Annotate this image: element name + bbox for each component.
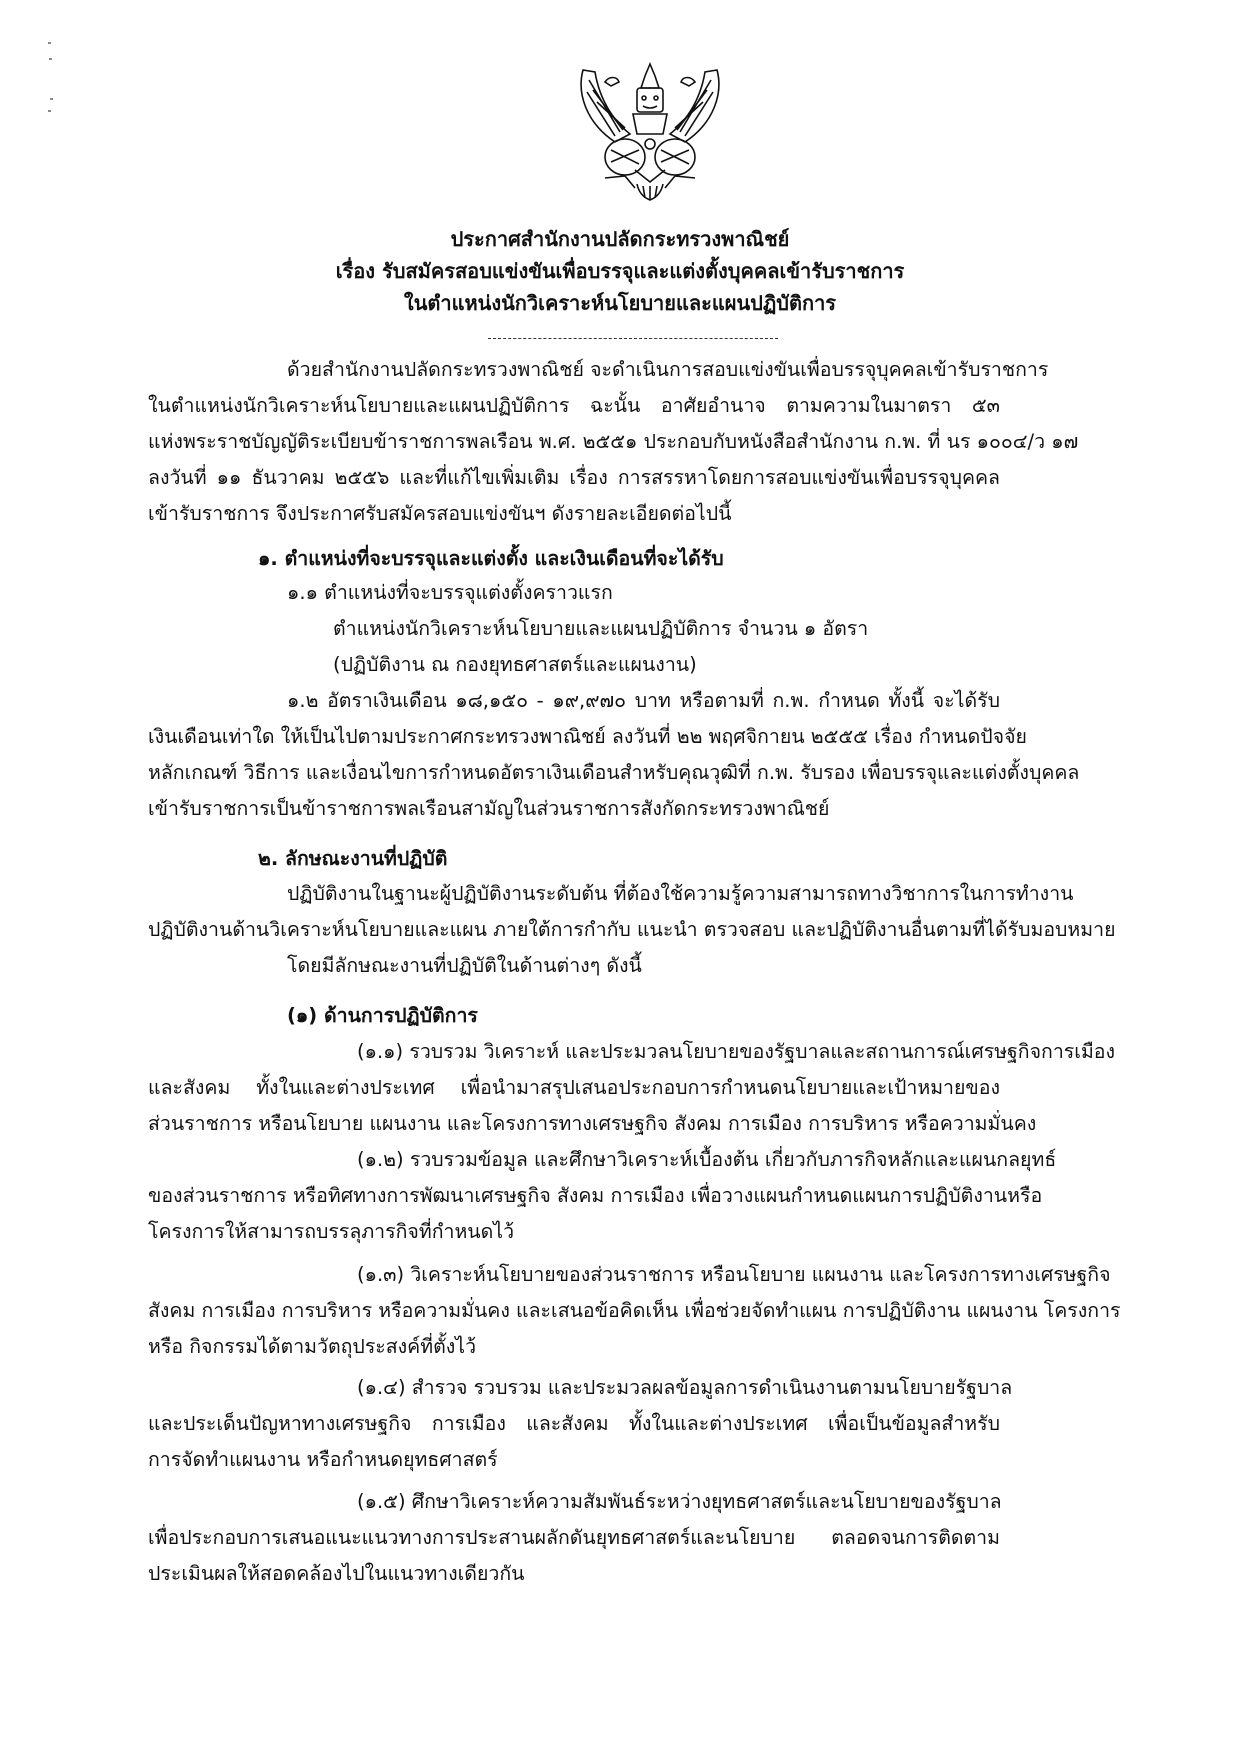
duty-item-line: (๑.๑) รวบรวม วิเคราะห์ และประมวลนโยบายของรัฐบาลและสถานการณ์เศรษฐกิจการเมือง (357, 1040, 1116, 1063)
announcement-subject: เรื่อง รับสมัครสอบแข่งขันเพื่อบรรจุและแต่งตั้งบุคคลเข้ารับราชการ (335, 259, 905, 283)
duty-item-line: ของส่วนราชการ หรือทิศทางการพัฒนาเศรษฐกิจ สังคม การเมือง เพื่อวางแผนกำหนดแผนการปฏิบัติงานหรือ (148, 1184, 1043, 1207)
intro-line: เข้ารับราชการ จึงประกาศรับสมัครสอบแข่งขันฯ ดังรายละเอียดต่อไปนี้ (148, 502, 732, 525)
salary-line: เงินเดือนเท่าใด ให้เป็นไปตามประกาศกระทรวงพาณิชย์ ลงวันที่ ๒๒ พฤศจิกายน ๒๕๕๕ เรื่อง กำหนดปัจจัย (148, 725, 1027, 748)
scan-mark (48, 110, 51, 112)
garuda-emblem-icon (575, 62, 725, 202)
salary-line: หลักเกณฑ์ วิธีการ และเงื่อนไขการกำหนดอัตราเงินเดือนสำหรับคุณวุฒิที่ ก.พ. รับรอง เพื่อบรรจุและแต่งตั้งบุคคล (148, 761, 1080, 784)
duty-item-line: โครงการให้สามารถบรรลุภารกิจที่กำหนดไว้ (148, 1220, 515, 1243)
section-1-heading: ๑. ตำแหน่งที่จะบรรจุและแต่งตั้ง และเงินเดือนที่จะได้รับ (258, 547, 724, 570)
duty-item-line: (๑.๕) ศึกษาวิเคราะห์ความสัมพันธ์ระหว่างยุทธศาสตร์และนโยบายของรัฐบาล (357, 1490, 1002, 1513)
work-location: (ปฏิบัติงาน ณ กองยุทธศาสตร์และแผนงาน) (333, 653, 697, 676)
duty-item-line: (๑.๓) วิเคราะห์นโยบายของส่วนราชการ หรือนโยบาย แผนงาน และโครงการทางเศรษฐกิจ (357, 1263, 1111, 1286)
duty-item-line: หรือ กิจกรรมได้ตามวัตถุประสงค์ที่ตั้งไว้ (148, 1335, 477, 1358)
duty-item-line: (๑.๒) รวบรวมข้อมูล และศึกษาวิเคราะห์เบื้องต้น เกี่ยวกับภารกิจหลักและแผนกลยุทธ์ (357, 1148, 1057, 1171)
intro-line: แห่งพระราชบัญญัติระเบียบข้าราชการพลเรือน พ.ศ. ๒๕๕๑ ประกอบกับหนังสือสำนักงาน ก.พ. ที่ นร ๑๐๐๔/ว ๑๗ (148, 430, 1079, 453)
salary-line: ๑.๒ อัตราเงินเดือน ๑๘,๑๕๐ - ๑๙,๙๗๐ บาท หรือตามที่ ก.พ. กำหนด ทั้งนี้ จะได้รับ (287, 689, 1000, 712)
section-1-1-heading: ๑.๑ ตำแหน่งที่จะบรรจุแต่งตั้งคราวแรก (287, 581, 613, 604)
job-desc-line: ปฏิบัติงานด้านวิเคราะห์นโยบายและแผน ภายใต้การกำกับ แนะนำ ตรวจสอบ และปฏิบัติงานอื่นตามที่ได้รับมอบหมาย (148, 918, 1116, 941)
duty-item-line: (๑.๔) สำรวจ รวบรวม และประมวลผลข้อมูลการดำเนินงานตามนโยบายรัฐบาล (357, 1376, 1013, 1399)
duty-item-line: การจัดทำแผนงาน หรือกำหนดยุทธศาสตร์ (148, 1448, 498, 1471)
operations-heading: (๑) ด้านการปฏิบัติการ (287, 1004, 478, 1027)
duty-item-line: และสังคม ทั้งในและต่างประเทศ เพื่อนำมาสรุปเสนอประกอบการกำหนดนโยบายและเป้าหมายของ (148, 1076, 1000, 1099)
section-2-heading: ๒. ลักษณะงานที่ปฏิบัติ (258, 847, 448, 870)
job-desc-line: ปฏิบัติงานในฐานะผู้ปฏิบัติงานระดับต้น ที่ต้องใช้ความรู้ความสามารถทางวิชาการในการทำงาน (287, 882, 1074, 905)
duty-item-line: สังคม การเมือง การบริหาร หรือความมั่นคง และเสนอข้อคิดเห็น เพื่อช่วยจัดทำแผน การปฏิบัติงาน แผนงาน โครงการ (148, 1299, 1121, 1322)
duty-item-line: เพื่อประกอบการเสนอแนะแนวทางการประสานผลักดันยุทธศาสตร์และนโยบาย ตลอดจนการติดตาม (148, 1526, 1000, 1549)
scan-mark (48, 42, 51, 44)
announcement-position: ในตำแหน่งนักวิเคราะห์นโยบายและแผนปฏิบัติการ (403, 291, 837, 315)
scan-mark (49, 58, 52, 60)
salary-line: เข้ารับราชการเป็นข้าราชการพลเรือนสามัญในส่วนราชการสังกัดกระทรวงพาณิชย์ (148, 797, 830, 820)
intro-line: ด้วยสำนักงานปลัดกระทรวงพาณิชย์ จะดำเนินการสอบแข่งขันเพื่อบรรจุบุคคลเข้ารับราชการ (287, 358, 1049, 381)
job-desc-line: โดยมีลักษณะงานที่ปฏิบัติในด้านต่างๆ ดังนี้ (287, 954, 642, 977)
intro-line: ลงวันที่ ๑๑ ธันวาคม ๒๕๕๖ และที่แก้ไขเพิ่มเติม เรื่อง การสรรหาโดยการสอบแข่งขันเพื่อบรรจุบุคคล (148, 466, 1000, 489)
duty-item-line: ส่วนราชการ หรือนโยบาย แผนงาน และโครงการทางเศรษฐกิจ สังคม การเมือง การบริหาร หรือความมั่นคง (148, 1112, 1037, 1135)
intro-line: ในตำแหน่งนักวิเคราะห์นโยบายและแผนปฏิบัติการ ฉะนั้น อาศัยอำนาจ ตามความในมาตรา ๕๓ (148, 394, 1000, 417)
duty-item-line: ประเมินผลให้สอดคล้องไปในแนวทางเดียวกัน (148, 1562, 525, 1585)
title-separator (488, 338, 778, 339)
duty-item-line: และประเด็นปัญหาทางเศรษฐกิจ การเมือง และสังคม ทั้งในและต่างประเทศ เพื่อเป็นข้อมูลสำหรับ (148, 1412, 1000, 1435)
scan-mark (50, 98, 53, 100)
position-count: ตำแหน่งนักวิเคราะห์นโยบายและแผนปฏิบัติการ จำนวน ๑ อัตรา (333, 617, 869, 640)
announcement-title: ประกาศสำนักงานปลัดกระทรวงพาณิชย์ (450, 227, 790, 251)
